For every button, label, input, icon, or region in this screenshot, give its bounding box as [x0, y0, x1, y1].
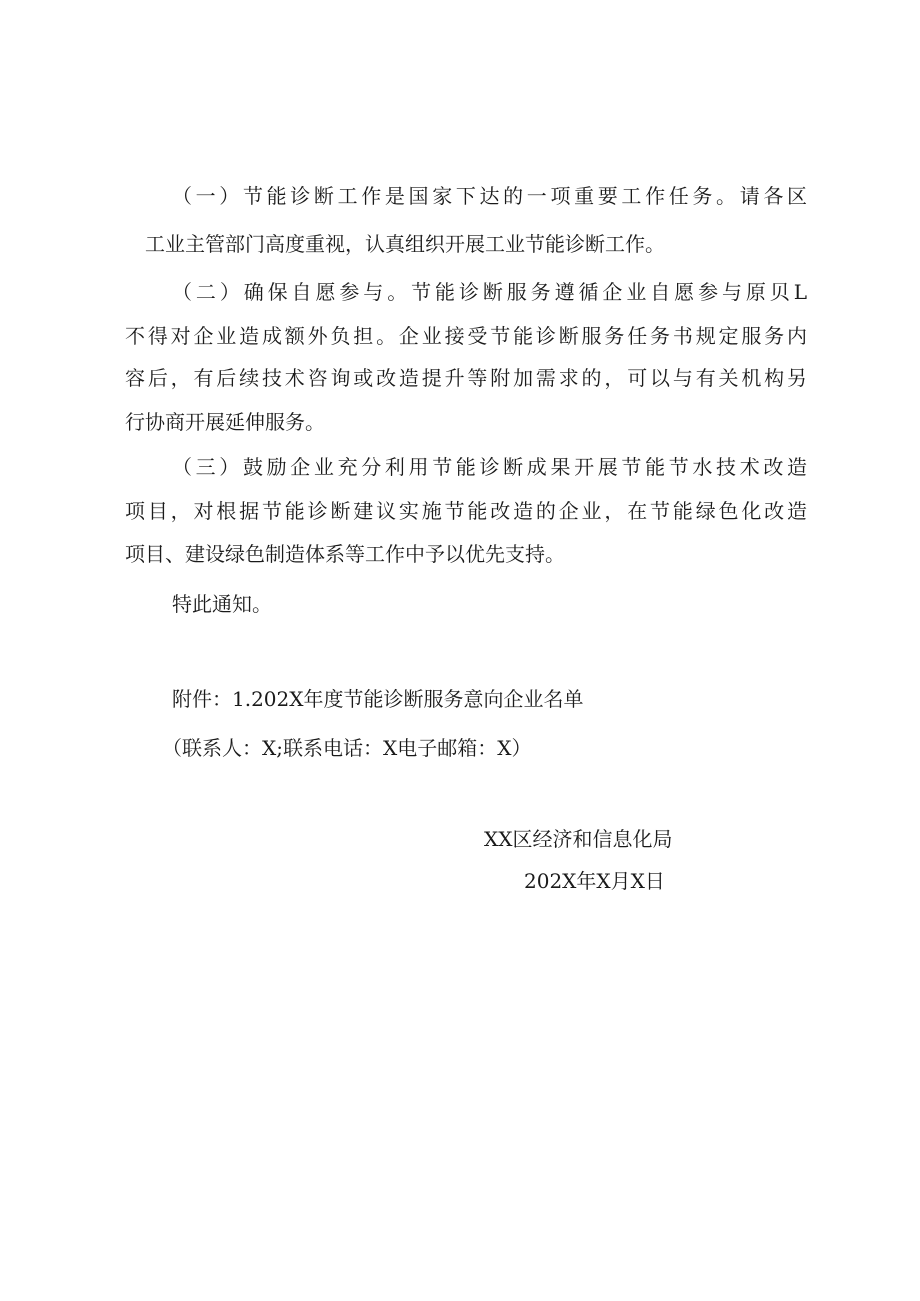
attachment-line: 附件：1.202X年度节能诊断服务意向企业名单 [172, 687, 584, 711]
paragraph-1-line-1: （一）节能诊断工作是国家下达的一项重要工作任务。请各区 [172, 184, 807, 208]
signature-date: 202X年X月X日 [524, 869, 665, 893]
contact-info: （联系人：X;联系电话：X电子邮箱：X） [162, 736, 532, 760]
paragraph-2-line-2: 不得对企业造成额外负担。企业接受节能诊断服务任务书规定服务内 [125, 324, 807, 348]
signature-organization: XX区经济和信息化局 [484, 827, 673, 851]
paragraph-3-line-1: （三）鼓励企业充分利用节能诊断成果开展节能节水技术改造 [172, 455, 807, 479]
paragraph-3-line-2: 项目，对根据节能诊断建议实施节能改造的企业，在节能绿色化改造 [125, 499, 807, 523]
paragraph-2-line-4: 行协商开展延伸服务。 [125, 410, 325, 434]
paragraph-1-line-2: 工业主管部门高度重视，认真组织开展工业节能诊断工作。 [145, 232, 665, 256]
closing-text: 特此通知。 [172, 592, 272, 616]
paragraph-2-line-3: 容后，有后续技术咨询或改造提升等附加需求的，可以与有关机构另 [125, 366, 807, 390]
paragraph-3-line-3: 项目、建设绿色制造体系等工作中予以优先支持。 [125, 542, 565, 566]
paragraph-2-line-1: （二）确保自愿参与。节能诊断服务遵循企业自愿参与原贝L [172, 280, 807, 304]
